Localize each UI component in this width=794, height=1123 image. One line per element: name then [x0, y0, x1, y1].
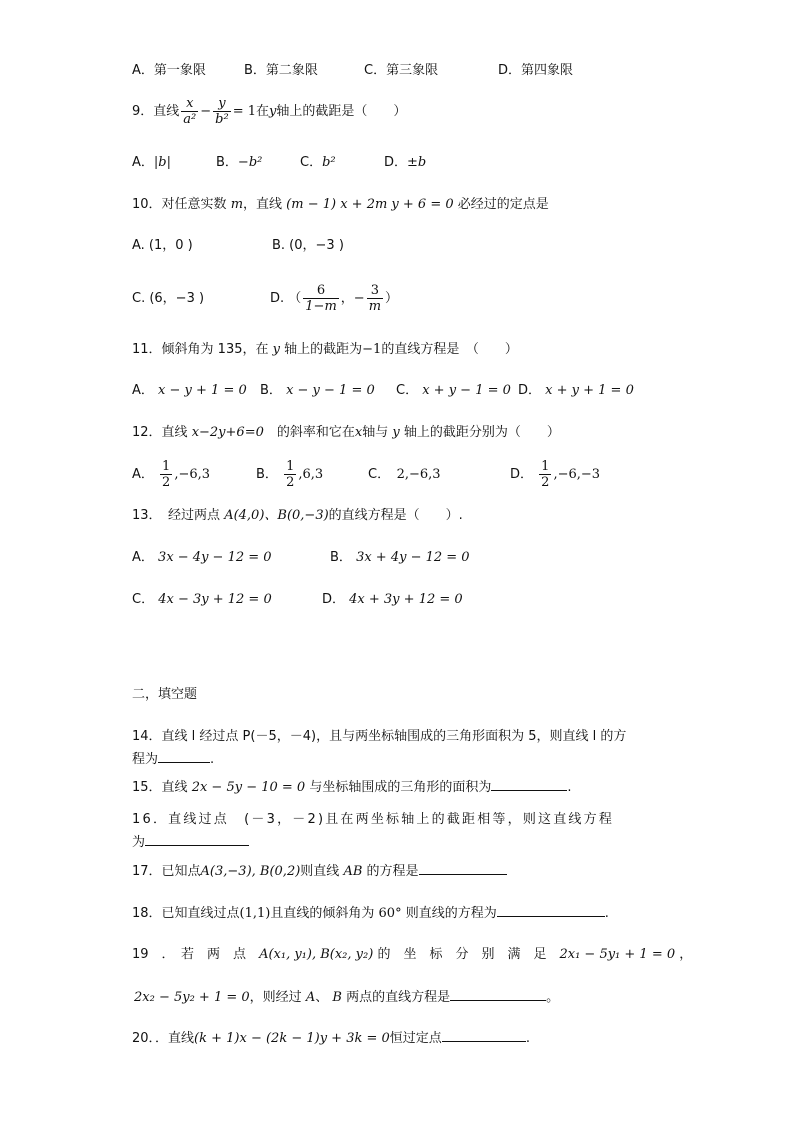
q8-option-d: D．第四象限	[498, 63, 574, 78]
q15-answer-blank[interactable]	[491, 778, 567, 791]
q13-option-d: D． 4x + 3y + 12 = 0	[322, 592, 463, 607]
q20: 20．．直线(k + 1)x − (2k − 1)y + 3k = 0恒过定点 .	[132, 1031, 530, 1046]
q10-option-b: B. (0，−3 )	[272, 238, 344, 253]
q9-fraction-y: $\frac{y}{\text{b²}}$	[215, 96, 229, 127]
q18-answer-blank[interactable]	[497, 904, 605, 917]
q15: 15．直线 2x − 5y − 10 = 0 与坐标轴围成的三角形的面积为 .	[132, 780, 572, 795]
q9-fraction-x: $\frac{x}{\text{a²}}$	[183, 96, 197, 127]
q8-option-c: C．第三象限	[364, 63, 439, 78]
q12-option-a: A． $\frac{1}{2}$ ,−6,3	[132, 459, 211, 490]
q14-line1: 14．直线 l 经过点 P(－5，－4)，且与两坐标轴围成的三角形面积为 5，则直线 l 的方	[132, 729, 627, 744]
q17-answer-blank[interactable]	[419, 862, 507, 875]
q9-option-b: B．−b²	[216, 155, 263, 170]
q18: 18．已知直线过点(1,1)且直线的倾斜角为 60° 则直线的方程为 .	[132, 906, 609, 921]
q16-line2: 为	[132, 833, 249, 852]
q20-answer-blank[interactable]	[442, 1029, 526, 1042]
q19-line1: 19 ． 若 两 点 A(x₁, y₁), B(x₂, y₂) 的 坐 标 分 别 满 足 2x₁ − 5y₁ + 1 = 0 ，	[132, 947, 693, 962]
q10-stem: 10．对任意实数 m，直线 (m − 1) x + 2m y + 6 = 0 必经过的定点是	[132, 197, 549, 212]
q11-option-c: C． x + y − 1 = 0	[396, 383, 511, 398]
q10-option-d: D. （ $\frac{6}{1-m}$ ，− $\frac{3}{m}$ ）	[270, 283, 399, 314]
q9-stem: 9．直线 $\frac{x}{\text{a²}}$ − $\frac{y}{\text{b²}}$ = 1在y轴上的截距是（ ）	[132, 96, 407, 127]
q9-option-a: A．|b|	[132, 155, 171, 170]
q19-answer-blank[interactable]	[450, 988, 546, 1001]
q10-option-a: A. (1，0 )	[132, 238, 193, 253]
section-title-fill-in: 二，填空题	[132, 687, 198, 702]
q8-option-a: A．第一象限	[132, 63, 206, 78]
q16-answer-blank[interactable]	[145, 833, 249, 846]
q19-line2: 2x₂ − 5y₂ + 1 = 0，则经过 A、 B 两点的直线方程是 。	[134, 990, 560, 1005]
q9-option-d: D．±b	[384, 155, 427, 170]
q11-option-a: A． x − y + 1 = 0	[132, 383, 247, 398]
q13-option-a: A． 3x − 4y − 12 = 0	[132, 550, 272, 565]
q11-stem: 11．倾斜角为 135，在 y 轴上的截距为−1的直线方程是 （ ）	[132, 342, 518, 357]
q17: 17．已知点A(3,−3), B(0,2)则直线 AB 的方程是	[132, 862, 507, 881]
q14-line2: 程为 .	[132, 752, 215, 767]
q10-option-c: C. (6，−3 )	[132, 291, 205, 306]
q12-stem: 12．直线 x−2y+6=0 的斜率和它在x轴与 y 轴上的截距分别为（ ）	[132, 425, 560, 440]
q11-option-b: B． x − y − 1 = 0	[260, 383, 375, 398]
q12-option-b: B． $\frac{1}{2}$ ,6,3	[256, 459, 324, 490]
q16-line1: 16．直线过点 (－3，－2)且在两坐标轴上的截距相等，则这直线方程	[132, 812, 615, 827]
q12-option-d: D． $\frac{1}{2}$ ,−6,−3	[510, 459, 601, 490]
q12-option-c: C． 2,−6,3	[368, 467, 441, 482]
q8-option-b: B．第二象限	[244, 63, 318, 78]
q9-option-c: C．b²	[300, 155, 336, 170]
q13-option-b: B． 3x + 4y − 12 = 0	[330, 550, 470, 565]
q11-option-d: D． x + y + 1 = 0	[518, 383, 634, 398]
q13-stem: 13． 经过两点 A(4,0)、B(0,−3)的直线方程是（ ）.	[132, 508, 463, 523]
q13-option-c: C． 4x − 3y + 12 = 0	[132, 592, 272, 607]
q14-answer-blank[interactable]	[158, 750, 210, 763]
